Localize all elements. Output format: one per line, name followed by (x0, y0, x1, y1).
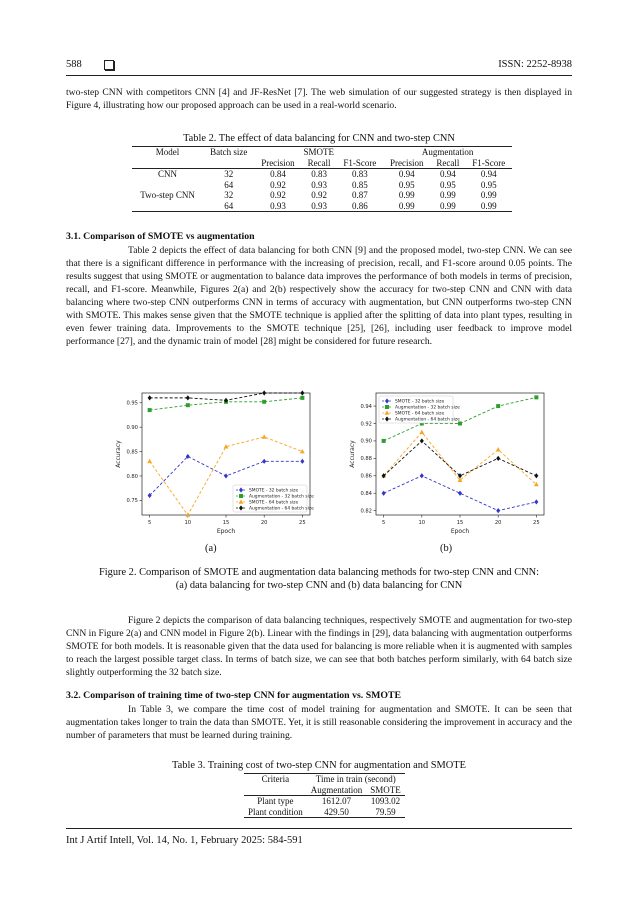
section-3-1-paragraph: Table 2 depicts the effect of data balancing for both CNN [9] and the proposed model, two-step CNN. We can see that there is a significant difference in performance with the increasing of precision, recall, and F1-score around 0.05 points. The results suggest that using SMOTE or augmentation to balance data improves the performance of both models in terms of precision, recall, and F1-score. Meanwhile, Figures 2(a) and 2(b) respectively show the accuracy for two-step CNN and CNN with data balancing where two-step CNN outperforms CNN in terms of accuracy with augmentation, but CNN outperforms two-step CNN with SMOTE. This makes sense given that the SMOTE technique is applied after the splitting of data into plant types, resulting in even fewer training data. Improvements to the SMOTE technique [25], [26], including user feedback to improve model performance [27], and the dynamic train of model [28] might be considered for future research. (66, 245, 572, 347)
figure2-sub-a: (a) (205, 543, 217, 554)
section-3-1-heading: 3.1. Comparison of SMOTE vs augmentation (66, 231, 255, 242)
x-axis-label: Epoch (216, 528, 236, 535)
table2 (132, 146, 512, 212)
x-tick-label: 25 (299, 520, 306, 526)
table2-cell: 0.95 (480, 179, 497, 190)
table3-caption: Table 3. Training cost of two-step CNN for augmentation and SMOTE (172, 760, 466, 771)
figure2-discussion-paragraph: Figure 2 depicts the comparison of data balancing techniques, respectively SMOTE and augmentation for two-step CNN in Figure 2(a) and CNN model in Figure 2(b). Linear with the findings in [29], data balancing with augmentation outperforms SMOTE for both models. It is reasonable given that the data used for balancing is more reliable when it is augmented with samples to reach the largest possible target class. In terms of batch size, we can see that both batches perform similarly, with 64 batch size slightly outperforming the 32 batch size. (66, 615, 572, 678)
legend-entry: Augmentation - 32 batch size (395, 405, 460, 411)
data-point (534, 395, 538, 399)
data-point (496, 404, 500, 408)
square-icon (104, 60, 114, 70)
table2-header-batch: Batch size (210, 147, 248, 157)
table2-sub-header: Precision (383, 158, 430, 169)
legend-entry: SMOTE - 32 batch size (249, 488, 299, 494)
table2-cell: 0.87 (352, 190, 368, 200)
x-tick-label: 5 (147, 520, 152, 526)
table2-cell: Two-step CNN (140, 190, 195, 200)
legend-entry: Augmentation - 32 batch size (249, 494, 314, 500)
table3-cell: 429.50 (324, 806, 349, 817)
y-tick-label: 0.88 (360, 456, 372, 463)
table2-cell: 0.86 (352, 200, 368, 211)
data-point (186, 403, 190, 407)
legend (233, 485, 314, 512)
table2-cell: 0.92 (311, 190, 327, 200)
x-axis-label: Epoch (450, 528, 470, 535)
issn-label: ISSN: 2252-8938 (498, 59, 572, 70)
y-tick-label: 0.90 (360, 438, 372, 445)
footer-citation: Int J Artif Intell, Vol. 14, No. 1, February 2025: 584-591 (66, 835, 303, 846)
y-tick-label: 0.80 (126, 473, 138, 480)
table2-cell: 0.94 (439, 169, 456, 179)
table3-sub-header: SMOTE (366, 785, 405, 796)
x-tick-label: 15 (456, 520, 464, 526)
table-row (244, 807, 405, 818)
figure2-caption-line2: (a) data balancing for two-step CNN and (b) data balancing for CNN (175, 580, 463, 591)
header-rule (66, 75, 572, 76)
table3-cell: 1093.02 (370, 796, 401, 806)
table2-cell: 0.99 (480, 190, 497, 200)
y-axis-label: Accuracy (349, 440, 356, 468)
x-tick-label: 5 (381, 520, 386, 526)
y-tick-label: 0.84 (360, 491, 372, 498)
table2-cell: 32 (224, 190, 234, 200)
y-tick-label: 0.95 (126, 400, 138, 407)
section-3-2-heading: 3.2. Comparison of training time of two-step CNN for augmentation vs. SMOTE (66, 690, 402, 701)
table3-header-time: Time in train (second) (315, 774, 396, 784)
legend-entry: Augmentation - 64 batch size (395, 417, 460, 423)
table2-cell: 0.85 (352, 179, 368, 190)
data-point (300, 396, 304, 400)
table2-cell: 32 (224, 169, 234, 179)
x-tick-label: 15 (222, 520, 230, 526)
section-3-2-paragraph: In Table 3, we compare the time cost of model training for augmentation and SMOTE. It can be seen that augmentation takes longer to train the data than SMOTE. Yet, it is still reasonable considering the improvement in accuracy and the number of parameters that must be learned during training. (66, 704, 572, 741)
figure2-caption-line1: Figure 2. Comparison of SMOTE and augmentation data balancing methods for two-step CNN and CNN: (98, 567, 540, 578)
y-axis-label: Accuracy (115, 440, 122, 468)
table3-sub-header: Augmentation (307, 785, 367, 796)
table2-cell: 0.93 (270, 200, 286, 211)
legend-entry: SMOTE - 64 batch size (249, 500, 299, 506)
data-point (385, 405, 389, 409)
table3-cell: 1612.07 (321, 796, 352, 806)
chart-2a (112, 389, 318, 539)
table2-cell: CNN (158, 169, 178, 179)
table2-cell: 64 (224, 200, 234, 211)
table2-sub-header: Recall (301, 158, 336, 169)
table2-header-augmentation: Augmentation (421, 147, 474, 157)
table2-cell: 0.94 (398, 169, 415, 179)
table3-cell: 79.59 (375, 806, 396, 817)
table2-cell: 0.99 (439, 200, 456, 211)
x-tick-label: 10 (184, 520, 192, 526)
y-tick-label: 0.85 (126, 449, 138, 456)
table2-caption: Table 2. The effect of data balancing for CNN and two-step CNN (183, 133, 455, 144)
y-tick-label: 0.92 (360, 421, 372, 428)
table2-cell: 0.99 (398, 200, 415, 211)
table2-sub-header: Precision (254, 158, 301, 169)
table2-sub-header: F1-Score (337, 158, 384, 169)
table2-cell: 0.83 (311, 169, 327, 179)
table2-cell: 0.93 (311, 179, 327, 190)
x-tick-label: 20 (494, 520, 502, 526)
x-tick-label: 25 (533, 520, 540, 526)
intro-paragraph: two-step CNN with competitors CNN [4] and JF-ResNet [7]. The web simulation of our suggested strategy is then displayed in Figure 4, illustrating how our proposed approach can be used in a real-world scenario. (66, 87, 572, 111)
table3-header-criteria: Criteria (261, 774, 290, 784)
table2-cell: 0.99 (439, 190, 456, 200)
table-row (244, 796, 405, 807)
y-tick-label: 0.86 (360, 473, 372, 480)
legend-entry: Augmentation - 64 batch size (249, 506, 314, 512)
data-point (262, 400, 266, 404)
table2-cell: 0.99 (398, 190, 415, 200)
table2-header-model: Model (155, 147, 180, 157)
table3-cell: Plant type (257, 796, 294, 806)
y-tick-label: 0.94 (360, 403, 372, 410)
table2-cell: 0.83 (352, 169, 368, 179)
data-point (239, 494, 243, 498)
table2-header-smote: SMOTE (303, 147, 335, 157)
table2-cell: 64 (224, 179, 234, 190)
table2-cell: 0.94 (480, 169, 497, 179)
table2-cell: 0.92 (270, 190, 286, 200)
legend-entry: SMOTE - 64 batch size (395, 411, 445, 417)
x-tick-label: 20 (260, 520, 268, 526)
table3-cell: Plant condition (248, 806, 303, 817)
data-point (148, 408, 152, 412)
table2-cell: 0.92 (270, 179, 286, 190)
figure2-sub-b: (b) (440, 543, 453, 554)
table2-cell: 0.99 (480, 200, 497, 211)
y-tick-label: 0.90 (126, 424, 138, 431)
table2-cell (132, 201, 203, 212)
data-point (382, 439, 386, 443)
table2-sub-header: F1-Score (465, 158, 512, 169)
table2-cell: 0.93 (311, 200, 327, 211)
x-tick-label: 10 (418, 520, 426, 526)
table3 (244, 773, 405, 818)
table-row (132, 201, 512, 212)
table2-cell: 0.95 (398, 179, 415, 190)
table-row (132, 180, 512, 191)
table-row (132, 169, 512, 180)
table2-cell: 0.95 (439, 179, 456, 190)
table-row (132, 190, 512, 201)
legend (379, 396, 460, 423)
footer-rule (66, 828, 572, 829)
table2-cell (132, 180, 203, 191)
table2-sub-header: Recall (430, 158, 465, 169)
table2-cell: 0.84 (270, 169, 286, 179)
y-tick-label: 0.82 (360, 508, 372, 515)
chart-2b (346, 389, 552, 539)
y-tick-label: 0.75 (126, 498, 138, 505)
page-number: 588 (66, 59, 82, 70)
legend-entry: SMOTE - 32 batch size (395, 399, 445, 405)
